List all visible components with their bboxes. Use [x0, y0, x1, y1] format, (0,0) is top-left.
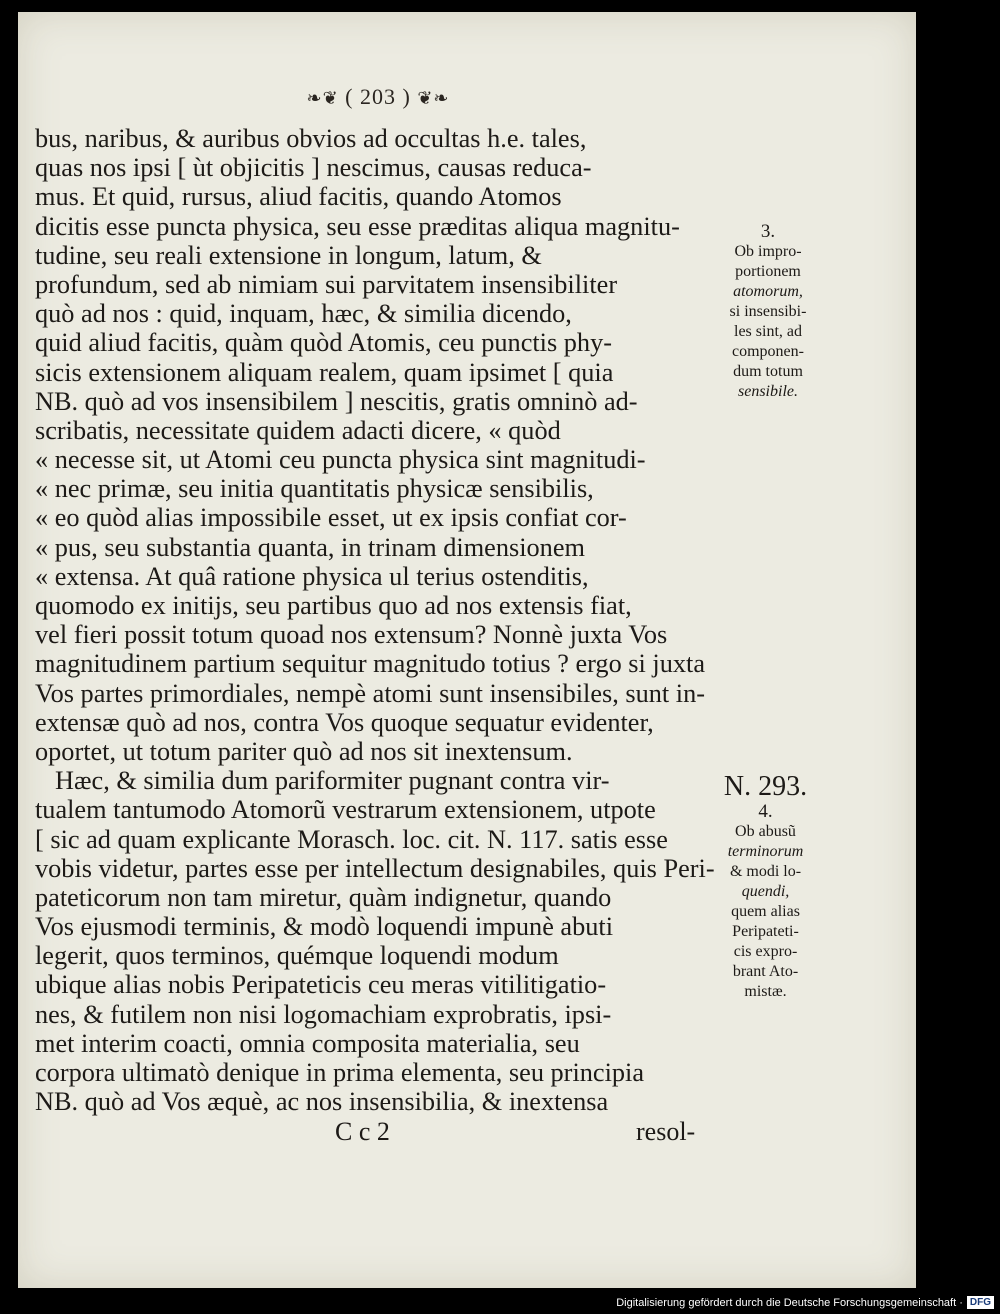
page-number: ( 203 )	[345, 84, 411, 109]
text-line: Vos partes primordiales, nempè atomi sunt insensibiles, sunt in-	[35, 678, 706, 708]
text-line: pateticorum non tam miretur, quàm indignetur, quando	[35, 882, 612, 912]
section-number: N. 293.	[723, 771, 808, 802]
text-line: Vos ejusmodi terminis, & modò loquendi impunè abuti	[35, 912, 614, 942]
margin-note-line: componen-	[732, 343, 804, 360]
body-text	[35, 124, 715, 1117]
text-line: mus. Et quid, rursus, aliud facitis, quando Atomos	[35, 182, 562, 212]
margin-note-line: quem alias	[731, 903, 800, 920]
text-line: tualem tantumodo Atomorũ vestrarum extensionem, utpote	[35, 795, 656, 825]
margin-note-line: Ob abusũ	[735, 823, 796, 840]
text-line: « extensa. At quâ ratione physica ul terius ostenditis,	[35, 561, 589, 591]
text-line: quas nos ipsi [ ùt objicitis ] nescimus, causas reduca-	[35, 153, 592, 183]
text-line: NB. quò ad vos insensibilem ] nescitis, gratis omninò ad-	[35, 386, 638, 416]
margin-note-line: dum totum	[733, 363, 803, 380]
text-line: « eo quòd alias impossibile esset, ut ex ipsis confiat cor-	[35, 503, 627, 533]
margin-note-line: les sint, ad	[734, 323, 802, 340]
text-line: profundum, sed ab nimiam sui parvitatem insensibiliter	[35, 269, 618, 299]
text-line: « necesse sit, ut Atomi ceu puncta physica sint magnitudi-	[35, 445, 646, 475]
text-line: magnitudinem partium sequitur magnitudo totius ? ergo si juxta	[35, 649, 705, 679]
margin-note-line: Peripateti-	[732, 923, 799, 940]
paragraph-start-line: Hæc, & similia dum pariformiter pugnant contra vir-	[55, 766, 610, 796]
margin-note-line: atomorum,	[733, 283, 803, 300]
margin-note-line: sensibile.	[738, 383, 798, 400]
margin-note-line: Ob impro-	[734, 243, 802, 260]
book-page	[18, 12, 916, 1288]
text-line: vobis videtur, partes esse per intellectum designabiles, quis Peri-	[35, 853, 715, 883]
margin-note-3	[718, 222, 818, 402]
text-line: [ sic ad quam explicante Morasch. loc. cit. N. 117. satis esse	[35, 824, 668, 854]
page-header	[283, 84, 473, 112]
dfg-logo: DFG	[967, 1296, 994, 1309]
text-line: quomodo ex initijs, seu partibus quo ad nos extensis fiat,	[35, 591, 632, 620]
text-line: vel fieri possit totum quoad nos extensum? Nonnè juxta Vos	[35, 620, 668, 650]
text-line: sicis extensionem aliquam realem, quam ipsimet [ quia	[35, 357, 614, 387]
text-line: extensæ quò ad nos, contra Vos quoque sequatur evidenter,	[35, 707, 654, 737]
margin-note-4	[708, 772, 823, 1002]
text-line: dicitis esse puncta physica, seu esse præditas aliqua magnitu-	[35, 211, 680, 241]
text-line: corpora ultimatò denique in prima elementa, seu principia	[35, 1058, 645, 1087]
signature-mark: C c 2	[335, 1117, 390, 1146]
text-line: scribatis, necessitate quidem adacti dicere, « quòd	[35, 415, 561, 445]
margin-note-line: mistæ.	[744, 983, 787, 1000]
catchword: resol-	[636, 1117, 696, 1146]
margin-note-line: brant Ato-	[732, 963, 799, 980]
text-line: quid aliud facitis, quàm quòd Atomis, ceu punctis phy-	[35, 328, 612, 358]
text-line: tudine, seu reali extensione in longum, latum, &	[35, 240, 542, 270]
text-line: oportet, ut totum pariter quò ad nos sit inextensum.	[35, 736, 573, 766]
margin-note-line: quendi,	[741, 883, 790, 900]
margin-note-line: cis expro-	[733, 943, 798, 960]
right-ornament: ❦❧	[417, 88, 450, 108]
margin-note-line: terminorum	[727, 843, 804, 860]
text-line: « nec primæ, seu initia quantitatis physicæ sensibilis,	[35, 474, 594, 504]
margin-note-number: 3.	[760, 221, 776, 242]
margin-note-line: portionem	[735, 263, 801, 280]
text-line: nes, & futilem non nisi logomachiam exprobratis, ipsi-	[35, 999, 612, 1029]
digitization-credit	[616, 1296, 994, 1309]
text-line: « pus, seu substantia quanta, in trinam dimensionem	[35, 532, 585, 562]
margin-note-line: & modi lo-	[729, 863, 802, 880]
margin-note-number: 4.	[758, 801, 773, 822]
text-line: quò ad nos : quid, inquam, hæc, & similia dicendo,	[35, 299, 572, 329]
left-ornament: ❧❦	[306, 88, 339, 108]
credit-text: Digitalisierung gefördert durch die Deutsche Forschungsgemeinschaft ·	[616, 1296, 963, 1309]
text-line: legerit, quos terminos, quémque loquendi modum	[35, 941, 559, 971]
text-line: met interim coacti, omnia composita materialia, seu	[35, 1028, 580, 1058]
text-line: NB. quò ad Vos æquè, ac nos insensibilia, & inextensa	[35, 1087, 609, 1117]
text-line: ubique alias nobis Peripateticis ceu meras vitilitigatio-	[35, 970, 607, 1000]
margin-note-line: si insensibi-	[729, 303, 807, 320]
text-line: bus, naribus, & auribus obvios ad occultas h.e. tales,	[35, 124, 587, 153]
